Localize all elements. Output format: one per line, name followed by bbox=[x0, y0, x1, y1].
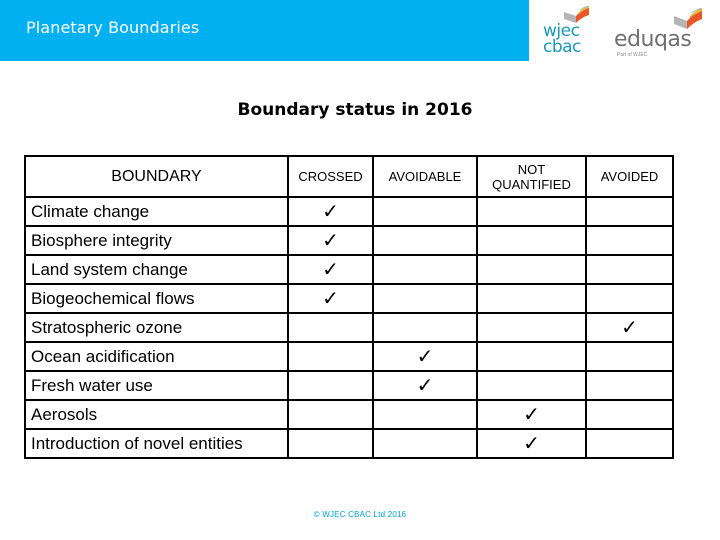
status-cell-avoided bbox=[586, 255, 673, 284]
status-cell-crossed bbox=[288, 429, 373, 458]
column-header-boundary: BOUNDARY bbox=[25, 156, 288, 197]
column-header-avoidable: AVOIDABLE bbox=[373, 156, 477, 197]
status-cell-avoided bbox=[586, 313, 673, 342]
status-cell-not-quantified bbox=[477, 342, 586, 371]
status-cell-avoidable bbox=[373, 429, 477, 458]
table-row bbox=[25, 284, 673, 313]
boundary-name: Climate change bbox=[25, 197, 288, 226]
check-mark-icon: ✓ bbox=[322, 256, 339, 281]
status-cell-not-quantified bbox=[477, 197, 586, 226]
status-cell-not-quantified bbox=[477, 313, 586, 342]
cbac-text: cbac bbox=[543, 37, 581, 57]
status-cell-not-quantified bbox=[477, 226, 586, 255]
check-mark-icon: ✓ bbox=[621, 314, 638, 339]
check-mark-icon: ✓ bbox=[322, 198, 339, 223]
check-mark-icon: ✓ bbox=[523, 401, 540, 426]
status-cell-avoidable bbox=[373, 371, 477, 400]
column-header-not-quantified bbox=[477, 156, 586, 197]
boundary-name: Biogeochemical flows bbox=[25, 284, 288, 313]
status-cell-avoidable bbox=[373, 226, 477, 255]
status-cell-avoided bbox=[586, 197, 673, 226]
boundary-name: Biosphere integrity bbox=[25, 226, 288, 255]
status-cell-crossed bbox=[288, 284, 373, 313]
status-cell-not-quantified bbox=[477, 400, 586, 429]
boundary-name: Stratospheric ozone bbox=[25, 313, 288, 342]
check-mark-icon: ✓ bbox=[322, 285, 339, 310]
table-row bbox=[25, 255, 673, 284]
status-cell-crossed bbox=[288, 255, 373, 284]
table-row bbox=[25, 429, 673, 458]
status-cell-avoidable bbox=[373, 342, 477, 371]
wjec-cbac-logo bbox=[540, 6, 600, 60]
boundary-name: Ocean acidification bbox=[25, 342, 288, 371]
status-cell-avoidable bbox=[373, 197, 477, 226]
status-cell-not-quantified bbox=[477, 429, 586, 458]
status-cell-avoided bbox=[586, 284, 673, 313]
status-cell-avoided bbox=[586, 342, 673, 371]
boundary-name: Introduction of novel entities bbox=[25, 429, 288, 458]
boundary-status-table bbox=[24, 155, 674, 459]
column-header-avoided: AVOIDED bbox=[586, 156, 673, 197]
check-mark-icon: ✓ bbox=[523, 430, 540, 455]
status-cell-avoided bbox=[586, 371, 673, 400]
column-header-not-quantified-label: NOT QUANTIFIED bbox=[492, 161, 571, 192]
header-band bbox=[0, 0, 529, 61]
table-row bbox=[25, 313, 673, 342]
eduqas-text: eduqas bbox=[614, 27, 692, 52]
table-row bbox=[25, 226, 673, 255]
status-cell-avoidable bbox=[373, 255, 477, 284]
eduqas-subtext: Part of WJEC bbox=[617, 52, 648, 58]
status-cell-not-quantified bbox=[477, 371, 586, 400]
status-cell-avoided bbox=[586, 400, 673, 429]
status-cell-not-quantified bbox=[477, 255, 586, 284]
check-mark-icon: ✓ bbox=[416, 372, 434, 397]
eduqas-logo bbox=[612, 6, 712, 60]
copyright-footer: © WJEC CBAC Ltd 2016 bbox=[313, 510, 407, 519]
header-title: Planetary Boundaries bbox=[26, 18, 200, 37]
boundary-name: Fresh water use bbox=[25, 371, 288, 400]
boundary-name: Land system change bbox=[25, 255, 288, 284]
table-row bbox=[25, 197, 673, 226]
wjec-text: wjec bbox=[543, 21, 580, 41]
status-cell-crossed bbox=[288, 313, 373, 342]
status-cell-crossed bbox=[288, 371, 373, 400]
check-mark-icon: ✓ bbox=[322, 227, 339, 252]
table-row bbox=[25, 342, 673, 371]
status-cell-avoided bbox=[586, 429, 673, 458]
boundary-name: Aerosols bbox=[25, 400, 288, 429]
status-cell-avoidable bbox=[373, 284, 477, 313]
status-cell-avoidable bbox=[373, 313, 477, 342]
status-cell-avoided bbox=[586, 226, 673, 255]
table-row bbox=[25, 400, 673, 429]
table-header-row bbox=[25, 156, 673, 197]
status-cell-avoidable bbox=[373, 400, 477, 429]
check-mark-icon: ✓ bbox=[416, 343, 434, 368]
status-cell-crossed bbox=[288, 197, 373, 226]
column-header-crossed: CROSSED bbox=[288, 156, 373, 197]
status-cell-not-quantified bbox=[477, 284, 586, 313]
status-cell-crossed bbox=[288, 226, 373, 255]
status-cell-crossed bbox=[288, 400, 373, 429]
table-row bbox=[25, 371, 673, 400]
status-cell-crossed bbox=[288, 342, 373, 371]
page-title: Boundary status in 2016 bbox=[237, 100, 473, 120]
